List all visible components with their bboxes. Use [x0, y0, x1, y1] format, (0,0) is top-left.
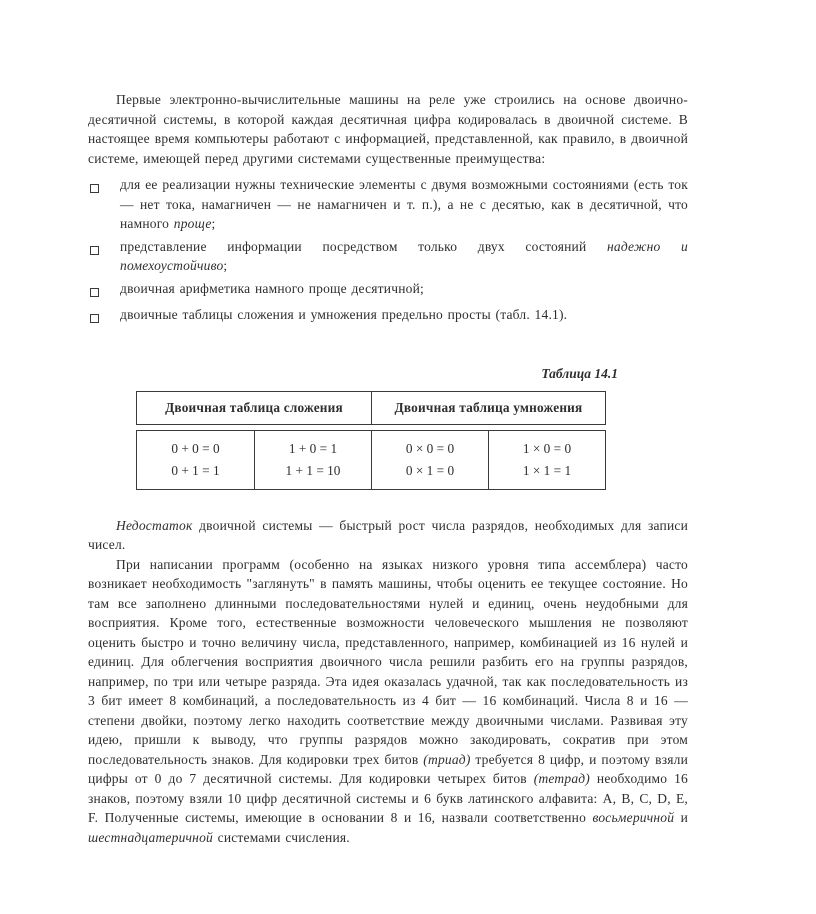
paragraph-disadvantage: [88, 516, 688, 555]
table-cell: [254, 431, 371, 489]
text-run: (тетрад): [533, 771, 590, 786]
bullet-text: [120, 237, 688, 276]
table-value: 1 × 0 = 0: [522, 440, 572, 456]
square-bullet-icon: [90, 184, 99, 193]
text-run: необходимо 16 знаков, поэтому взяли 10 цифр десятичной системы и 6 букв латинского алфавита: A, B, C, D, E, F. Полученные системы, имеющие в основании 8 и 16, назвали соответственно: [88, 771, 688, 825]
bullet-marker: [88, 237, 120, 276]
table-header-multiplication: Двоичная таблица умножения: [371, 392, 605, 424]
table-caption: Таблица 14.1: [541, 365, 618, 381]
table-value: 0 × 1 = 0: [405, 462, 455, 478]
table-header-addition: Двоичная таблица сложения: [165, 399, 343, 415]
bullet-item-realization: [88, 175, 688, 234]
text-run: ;: [223, 258, 228, 273]
bullet-marker: [88, 175, 120, 234]
table-value: 1 + 0 = 1: [288, 440, 338, 456]
text-run: ;: [211, 216, 216, 231]
text-run: надежно и помехоустойчиво: [120, 238, 688, 273]
bullet-marker: [88, 279, 120, 302]
text-run: двоичной системы — быстрый рост числа разрядов, необходимых для записи чисел.: [88, 517, 688, 552]
text-run: шестнадцатеричной: [88, 829, 213, 845]
page: [88, 0, 688, 847]
table-value: 1 + 1 = 10: [285, 462, 341, 478]
table-value: 0 × 0 = 0: [405, 440, 455, 456]
text-run: Недостаток: [116, 517, 193, 533]
text-run: (триад): [423, 751, 471, 767]
bullet-item-tables: [88, 305, 688, 328]
table-body-row: [136, 430, 606, 490]
text-run: системами счисления.: [212, 829, 350, 845]
bullet-text: [120, 305, 688, 328]
square-bullet-icon: [90, 288, 99, 297]
table-header-row: [136, 391, 606, 425]
table-cell: [488, 431, 605, 489]
text-run: двоичная арифметика намного проще десятичной;: [120, 280, 424, 296]
square-bullet-icon: [90, 314, 99, 323]
text-run: и: [674, 810, 688, 825]
text-run: для ее реализации нужны технические элементы с двумя возможными состояниями (есть ток — нет тока, намагничен — не намагничен и т. п.), а не с десятью, как в десятичной, что намного: [120, 177, 688, 231]
bullet-item-reliability: [88, 237, 688, 276]
text-run: При написании программ (особенно на языках низкого уровня типа ассемблера) часто возникает необходимость "заглянуть" в память машины, чтобы оценить ее текущее состояние. Но там все заполнено длинными последовательностями нулей и единиц, очень неудобными для восприятия. Кроме того, естественные возможности человеческого мышления не позволяют оценить быстро и точно величину числа, представленного, например, комбинацией из 16 нулей и единиц. Для облегчения восприятия двоичного числа решили разбить его на группы разрядов, например, по три или четыре разряда. Эта идея оказалась удачной, так как последовательность из 3 бит имеет 8 комбинаций, а последовательность из 4 бит — 16 комбинаций. Числа 8 и 16 — степени двойки, поэтому легко находить соответствие между двоичными числами. Развивая эту идею, пришли к выводу, что группы разрядов можно закодировать, сократив при этом последовательность знаков. Для кодировки трех битов: [88, 556, 688, 767]
text-run: двоичные таблицы сложения и умножения предельно просты (табл. 14.1).: [120, 306, 568, 322]
bullet-text: [120, 279, 688, 302]
table-value: 1 × 1 = 1: [522, 462, 572, 478]
text-run: проще: [173, 216, 212, 231]
table-value: 0 + 0 = 0: [171, 440, 220, 456]
text-run: требуется 8 цифр, и поэтому взяли цифры от 0 до 7 десятичной системы. Для кодировки четырех битов: [88, 751, 688, 786]
paragraph-intro: [88, 90, 688, 168]
text-run: Первые электронно-вычислительные машины на реле уже строились на основе двоично-десятичной системы, в которой каждая десятичная цифра кодировалась в двоичной системе. В настоящее время компьютеры работают с информацией, представленной, как правило, в двоичной системе, имеющей перед другими системами существенные преимущества:: [88, 92, 688, 166]
table-value: 0 + 1 = 1: [171, 462, 220, 478]
bullet-marker: [88, 305, 120, 328]
text-run: представление информации посредством только двух состояний: [120, 238, 607, 254]
square-bullet-icon: [90, 246, 99, 255]
bullet-item-arithmetic: [88, 279, 688, 302]
binary-table: [136, 391, 606, 490]
advantages-list: [88, 175, 688, 328]
paragraph-coding: [88, 555, 688, 848]
bullet-text: [120, 175, 688, 234]
table-cell: [137, 431, 254, 489]
text-run: восьмеричной: [592, 810, 675, 825]
table-cell: [371, 431, 488, 489]
